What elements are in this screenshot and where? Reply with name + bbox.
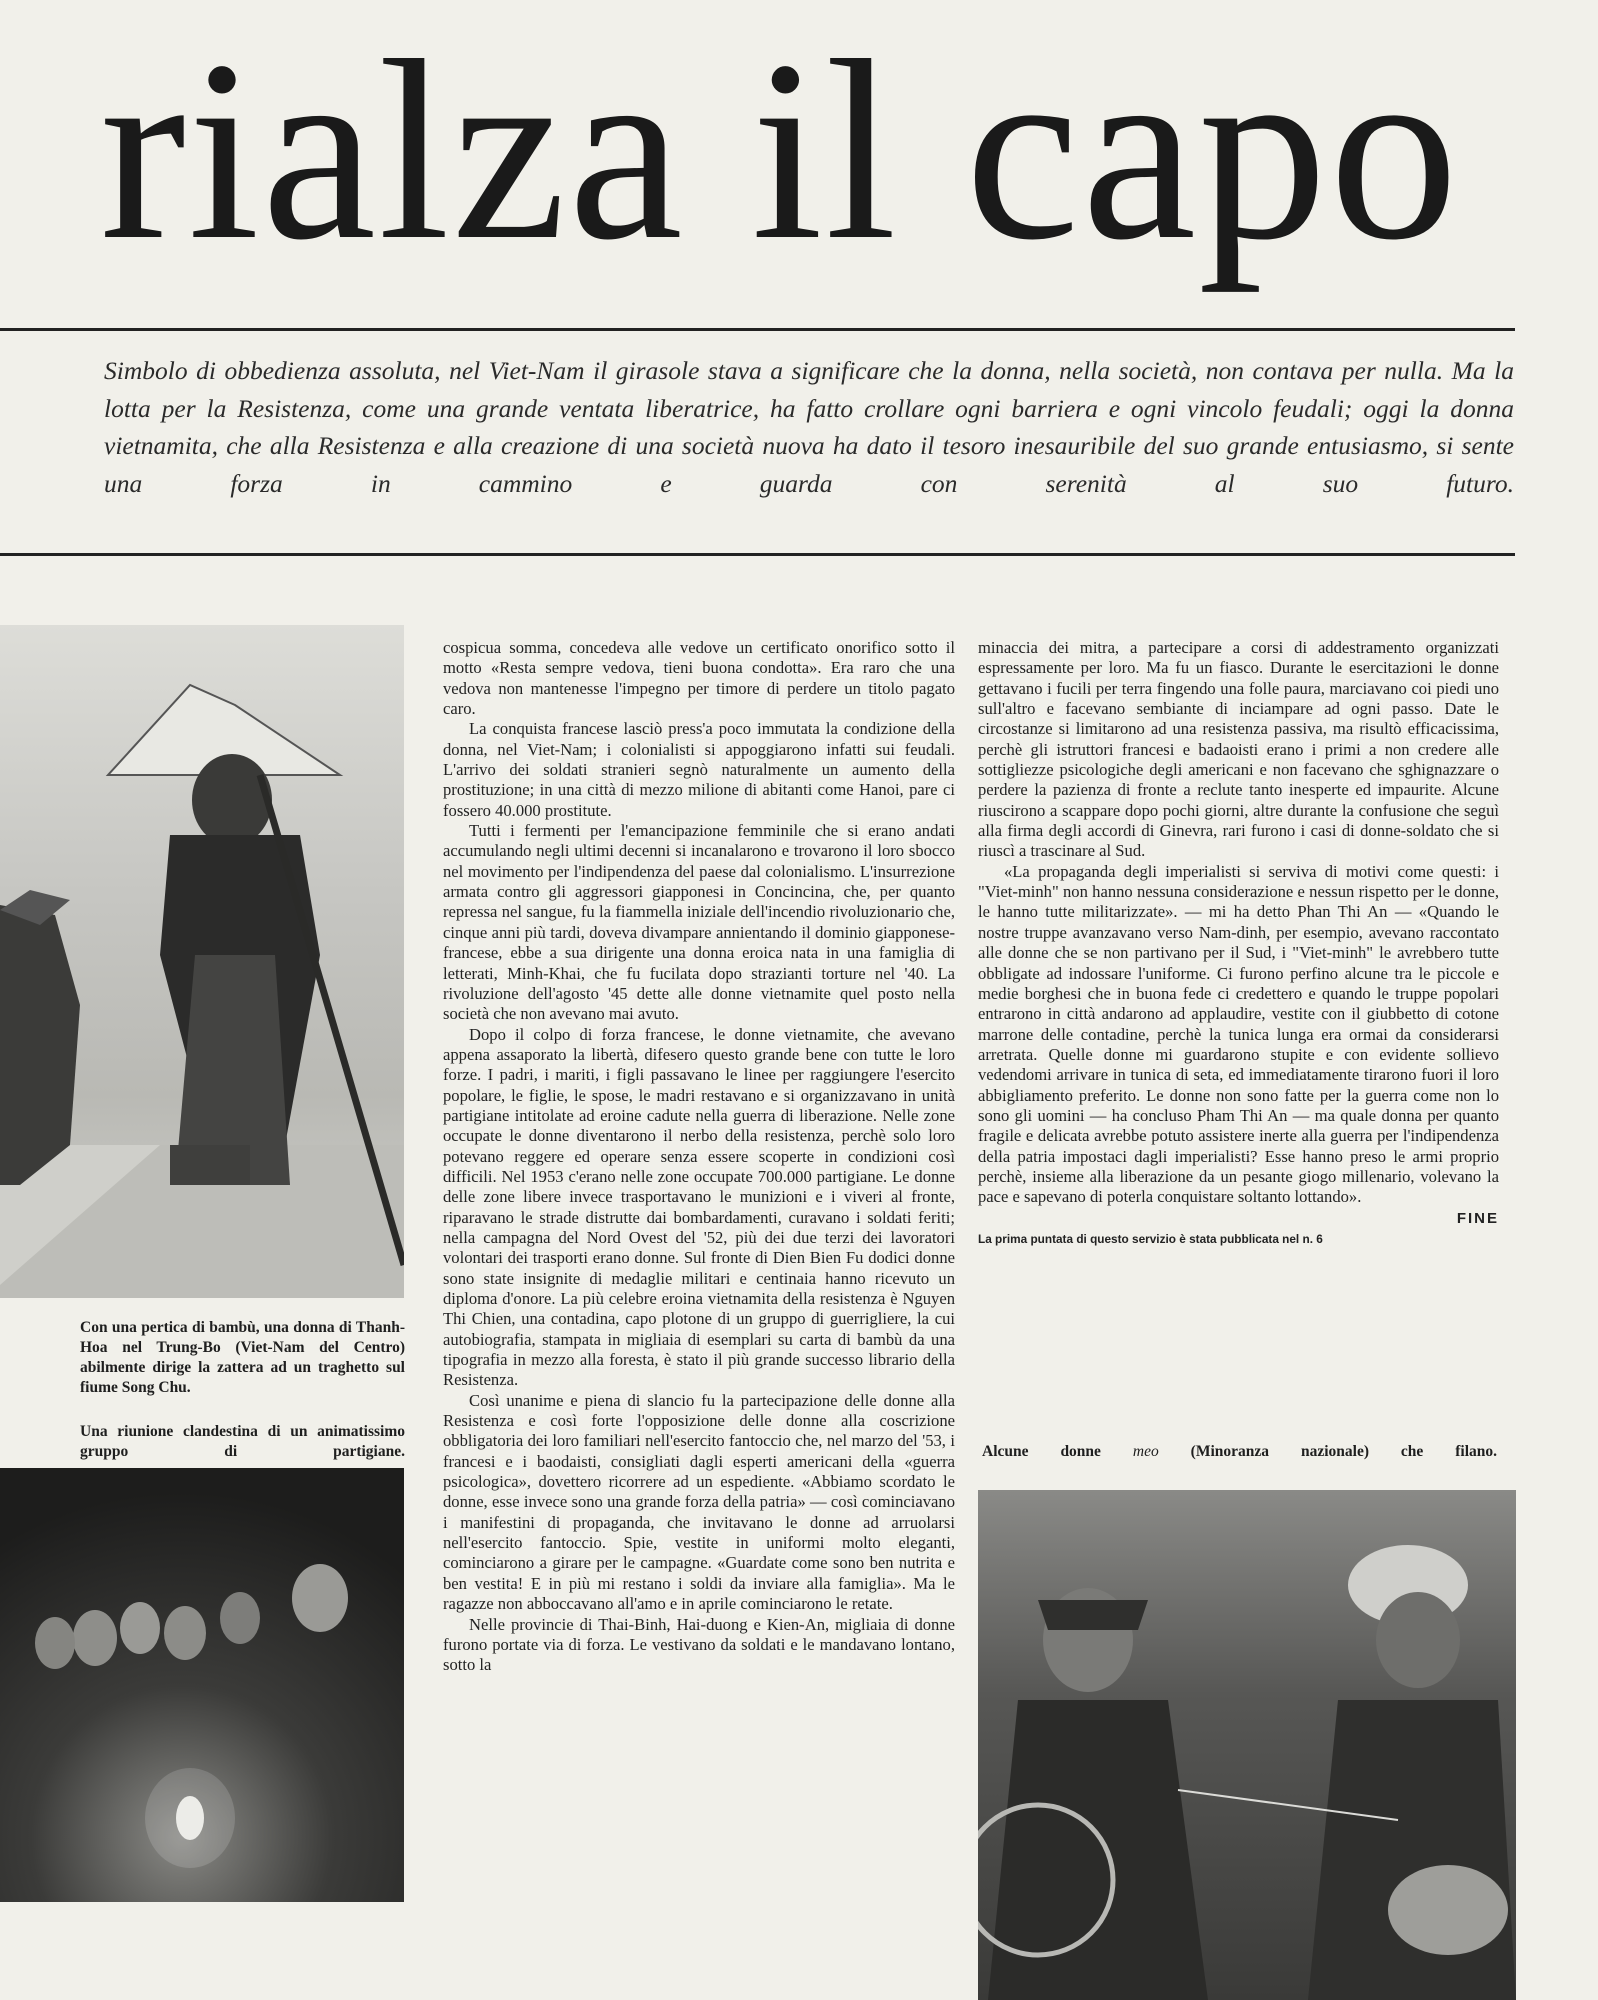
- photo3-caption-post: (Minoranza nazionale) che filano.: [1190, 1443, 1498, 1460]
- headline: rialza il capo: [100, 7, 1461, 293]
- photo-meo-women-spinning: [978, 1490, 1516, 2000]
- col1-paragraph-3: Tutti i fermenti per l'emancipazione femminile che si erano andati accumulando negli ultimi decenni si incanalarono e trovarono il loro sbocco nel movimento per l'indipendenza del paese dal colonialismo. L'insurrezione armata contro gli aggressori giapponesi in Concincina, che, per quanto repressa nel sangue, fu la fiammella iniziale dell'incendio rivoluzionario che, cinque anni più tardi, doveva divampare annientando il dominio giapponese-francese, ebbe a sua dirigente una donna eroica nata in una famiglia di letterati, Minh-Khai, che fu fucilata dopo strazianti torture nel '40. La rivoluzione dell'agosto '45 dette alle donne vietnamite quel posto nella società che non avevano mai avuto.: [443, 821, 955, 1024]
- top-rule: [0, 328, 1515, 331]
- photo3-caption-word: meo: [1132, 1443, 1159, 1460]
- intro-paragraph: Simbolo di obbedienza assoluta, nel Viet-Nam il girasole stava a significare che la donna, nella società, non contava per nulla. Ma la lotta per la Resistenza, come una grande ventata liberatrice, ha fatto crollare ogni barriera e ogni vincolo feudali; oggi la donna vietnamita, che alla Resistenza e alla creazione di una società nuova ha dato il tesoro inesauribile del suo grande entusiasmo, si sente una forza in cammino e guarda con serenità al suo futuro.: [104, 356, 1514, 498]
- col1-paragraph-1: cospicua somma, concedeva alle vedove un certificato onorifico sotto il motto «Resta sempre vedova, tieni buona condotta». Era raro che una vedova non mantenesse l'impegno per timore di perdere un titolo pagato caro.: [443, 638, 955, 719]
- intro-bottom-rule: [0, 553, 1515, 556]
- article-end-mark: FINE: [1456, 1209, 1499, 1227]
- article-column-1: [443, 638, 955, 1676]
- col1-paragraph-5: Così unanime e piena di slancio fu la partecipazione delle donne alla Resistenza e così forte l'opposizione delle donne alla coscrizione obbligatoria dei loro familiari nell'esercito fantoccio che, nel marzo del '53, i francesi e i baodaisti, consigliati dagli esperti americani della «guerra psicologica», dovettero ricorrere ad un espediente. «Abbiamo scordato le donne, esse invece sono una grande forza della patria» — così cominciavano i manifestini di propaganda, che invitavano le donne ad arruolarsi nell'esercito fantoccio. Spie, vestite in uniformi molto eleganti, cominciarono a girare per le campagne. «Guardate come sono ben nutrita e ben vestita! E in più mi restano i soldi da inviare alla famiglia». Ma le ragazze non abboccavano all'amo e in aprile cominciarono le retate.: [443, 1390, 955, 1614]
- series-note: La prima puntata di questo servizio è stata pubblicata nel n. 6: [978, 1231, 1323, 1246]
- col1-paragraph-4: Dopo il colpo di forza francese, le donne vietnamite, che avevano appena assaporato la libertà, difesero questo grande bene con tutte le loro forze. I padri, i mariti, i figli passavano le linee per raggiungere l'esercito popolare, le figlie, le spose, le madri restavano e si organizzavano in unità partigiane intitolate ad eroine cadute nella guerra di liberazione. Nelle zone occupate le donne diventarono il nerbo della resistenza, perchè solo loro potevano reggere ed operare senza essere scoperte in condizioni così difficili. Nel 1953 c'erano nelle zone occupate 700.000 partigiane. Le donne delle zone libere invece trasportavano le munizioni e i viveri al fronte, riparavano le strade distrutte dai bombardamenti, curavano i soldati feriti; nella campagna del Nord Ovest del '52, più dei due terzi dei lavoratori volontari dei trasporti erano donne. Sul fronte di Dien Bien Fu dodici donne sono state insignite di medaglie militari e centinaia hanno ricevuto un diploma d'onore. La più celebre eroina vietnamita della resistenza è Nguyen Thi Chien, una contadina, capo plotone di un gruppo di guerrigliere, la cui autobiografia, stampata in migliaia di esemplari su carta di bambù da una tipografia in mezzo alla foresta, è stato il più grande successo librario della Resistenza.: [443, 1024, 955, 1390]
- col2-paragraph-1: minaccia dei mitra, a partecipare a corsi di addestramento organizzati espressamente per loro. Ma fu un fiasco. Durante le esercitazioni le donne gettavano i fucili per terra fingendo una folle paura, marciavano coi piedi uno sull'altro e facevano sembiante di inciampare ad ogni passo. Date le circostanze si limitarono ad una resistenza passiva, ma risultò efficacissima, perchè gli istruttori francesi e badaoisti erano i primi a non credere alle sottigliezze psicologiche degli americani e non facevano che sghignazzare o perdere la pazienza di fronte a reclute tanto inesperte ed impaurite. Alcune riuscirono a scappare dopo pochi giorni, altre durante la confusione che seguì alla firma degli accordi di Ginevra, rari furono i casi di donne-soldato che si riuscì a trascinare al Sud.: [978, 638, 1499, 861]
- article-column-2: [978, 638, 1499, 1247]
- photo3-caption-pre: Alcune donne: [982, 1443, 1101, 1460]
- photo-clandestine-meeting: [0, 1468, 404, 1902]
- photo1-caption: Con una pertica di bambù, una donna di Thanh-Hoa nel Trung-Bo (Viet-Nam del Centro) abilmente dirige la zattera ad un traghetto sul fiume Song Chu.: [80, 1319, 405, 1396]
- photo3-caption: [982, 1442, 1497, 1462]
- col1-paragraph-6: Nelle provincie di Thai-Binh, Hai-duong e Kien-An, migliaia di donne furono portate via di forza. Le vestivano da soldati e le mandavano lontano, sotto la: [443, 1614, 955, 1675]
- col2-paragraph-2: «La propaganda degli imperialisti si serviva di motivi come questi: i "Viet-minh" non hanno nessuna considerazione e nessun rispetto per le donne, le hanno tutte militarizzate». — mi ha detto Phan Thi An — «Quando le nostre truppe avanzavano verso Nam-dinh, per esempio, avevano raccontato alle donne che se non partivano per il Sud, i "Viet-minh" le avrebbero tutte obbligate ad indossare l'uniforme. Ci furono perfino alcune tra le piccole e medie borghesi che in buona fede ci credettero e quando le truppe popolari entrarono in città andarono ad applaudire, vestite con il giubbetto di cotone marrone delle contadine, perchè la tunica lunga era ormai da considerarsi arretrata. Quelle donne mi guardarono stupite e con evidente sollievo vedendomi arrivare in tunica di seta, ed immediatamente tirarono fuori il loro abbigliamento preferito. Le donne non sono fatte per la guerra come non lo sono gli uomini — ha concluso Pham Thi An — ma quale donna per quanto fragile e delicata avrebbe potuto assistere inerte alla guerra per l'indipendenza della patria impostaci dagli imperialisti? Esse hanno preso le armi proprio perchè, insieme alla liberazione da un pesante giogo millenario, volevano la pace e sapevano di poterla conquistare soltanto lottando».: [978, 861, 1499, 1207]
- col1-paragraph-2: La conquista francese lasciò press'a poco immutata la condizione della donna, nel Viet-Nam; i colonialisti si appoggiarono infatti sui feudali. L'arrivo dei soldati stranieri segnò naturalmente un aumento della prostituzione; in una città di mezzo milione di abitanti come Hanoi, pare ci fossero 40.000 prostitute.: [443, 719, 955, 820]
- photo2-caption: Una riunione clandestina di un animatissimo gruppo di partigiane.: [80, 1423, 405, 1460]
- photo-woman-raft: [0, 625, 404, 1298]
